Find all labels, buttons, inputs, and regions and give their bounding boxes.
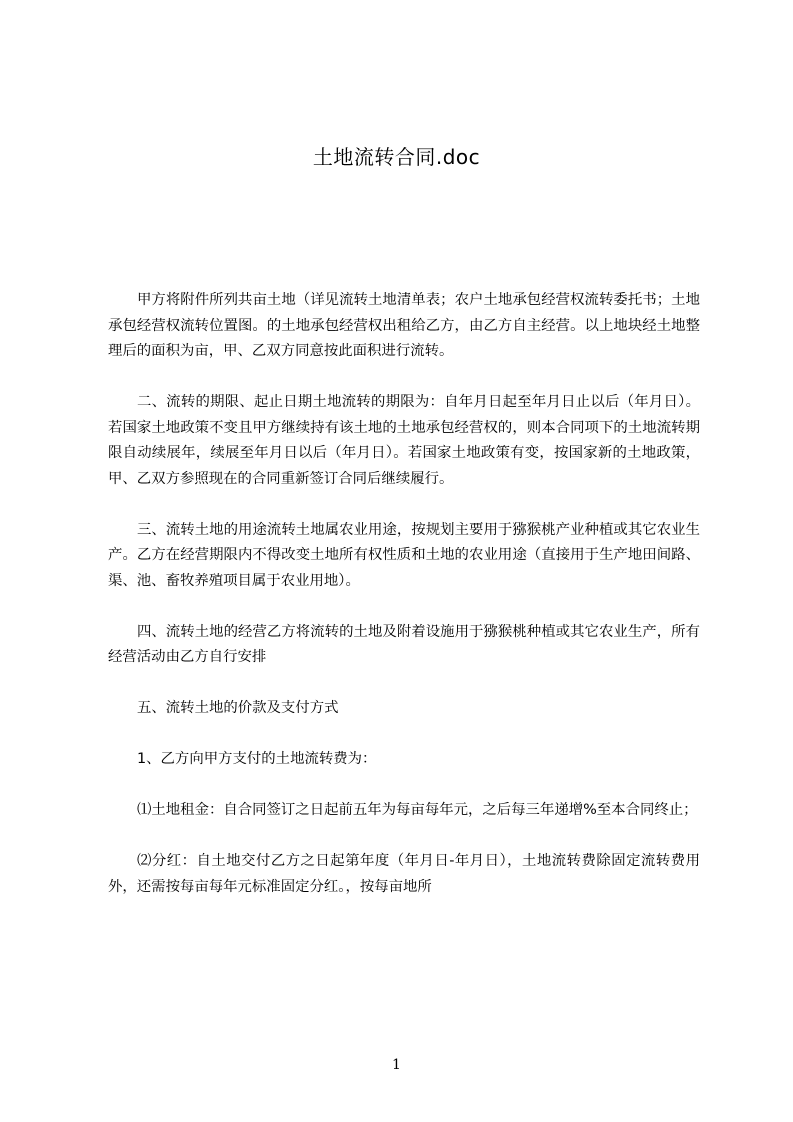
paragraph-term: 二、流转的期限、起止日期土地流转的期限为：自年月日起至年月日止以后（年月日）。若国家土地政策不变且甲方继续持有该土地的土地承包经营权的，则本合同项下的土地流转期限自动续展年，续展至年月日以后（年月日）。若国家土地政策有变，按国家新的土地政策，甲、乙双方参照现在的合同重新签订合同后继续履行。 — [108, 394, 700, 487]
paragraph-land-lease: 甲方将附件所列共亩土地（详见流转土地清单表；农户土地承包经营权流转委托书；土地承包经营权流转位置图。的土地承包经营权出租给乙方，由乙方自主经营。以上地块经土地整理后的面积为亩，甲、乙双方同意按此面积进行流转。 — [108, 292, 700, 359]
paragraph-usage: 三、流转土地的用途流转土地属农业用途，按规划主要用于猕猴桃产业种植或其它农业生产。乙方在经营期限内不得改变土地所有权性质和土地的农业用途（直接用于生产地田间路、渠、池、畜牧养殖项目属于农业用地）。 — [108, 521, 700, 589]
paragraph-payment-heading: 五、流转土地的价款及支付方式 — [137, 700, 339, 716]
document-title: 土地流转合同.doc — [312, 145, 481, 169]
paragraph-rent: ⑴土地租金：自合同签订之日起前五年为每亩每年元，之后每三年递增%至本合同终止； — [137, 802, 698, 818]
paragraph-operation: 四、流转土地的经营乙方将流转的土地及附着设施用于猕猴桃种植或其它农业生产，所有经营活动由乙方自行安排 — [108, 623, 700, 665]
paragraph-dividend: ⑵分红：自土地交付乙方之日起第年度（年月日-年月日），土地流转费除固定流转费用外，还需按每亩每年元标准固定分红。，按每亩地所 — [108, 853, 700, 895]
paragraph-fee-intro: 1、乙方向甲方支付的土地流转费为： — [137, 751, 377, 767]
page-number: 1 — [392, 1057, 401, 1073]
document-body — [108, 288, 700, 926]
